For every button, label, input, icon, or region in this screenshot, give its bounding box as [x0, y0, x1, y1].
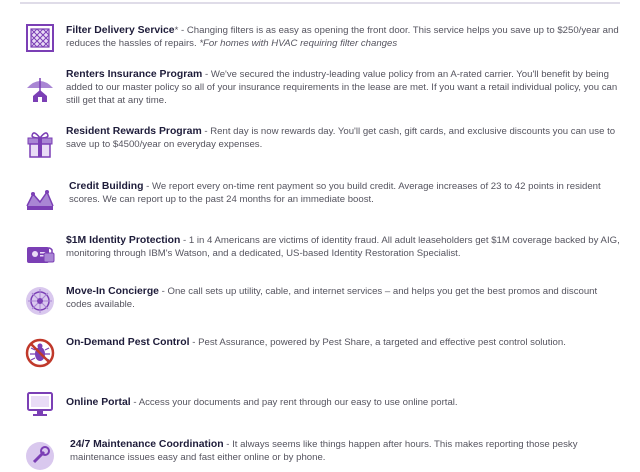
gift-icon [24, 127, 56, 159]
item-separator: * - [174, 25, 185, 36]
item-separator: - [202, 69, 209, 80]
item-title: Renters Insurance Program [66, 69, 203, 80]
maintenance-icon [24, 440, 56, 472]
item-description: We've secured the industry-leading value policy from an A-rated carrier. You'll benefit by being added to our master policy so all of your insurance requirements in the lease are met. If you want a retail individual policy, you can still get that at any time. [66, 69, 618, 106]
item-title: Credit Building [69, 181, 144, 192]
item-text [66, 68, 622, 107]
item-title: On-Demand Pest Control [66, 337, 190, 348]
item-separator: - [158, 286, 165, 297]
umbrella-house-icon [24, 72, 56, 104]
no-pest-icon [24, 337, 56, 369]
item-text [66, 285, 622, 311]
item-separator: - [201, 126, 208, 137]
item-separator: - [223, 439, 230, 450]
item-description: One call sets up utility, cable, and internet services – and helps you get the best promos and discount codes available. [66, 286, 598, 310]
item-title: Filter Delivery Service [66, 25, 175, 36]
item-title: $1M Identity Protection [66, 235, 181, 246]
filter-icon [24, 22, 56, 54]
monitor-icon [24, 388, 56, 420]
item-description: Pest Assurance, powered by Pest Share, a targeted and effective pest control solution. [198, 337, 566, 348]
credit-chart-icon [24, 184, 56, 216]
identity-lock-icon [24, 236, 56, 268]
item-text [70, 438, 626, 464]
item-description: 1 in 4 Americans are victims of identity fraud. All adult leaseholders get $1M coverage backed by AIG, monitoring through IBM's Watson, and a dedicated, US-based Identity Restoration Specialist. [66, 235, 620, 259]
item-separator: - [143, 181, 150, 192]
item-title: Move-In Concierge [66, 286, 159, 297]
item-text [66, 125, 622, 151]
item-title: Online Portal [66, 397, 131, 408]
item-text [69, 180, 625, 206]
item-separator: - [130, 397, 137, 408]
item-separator: - [180, 235, 187, 246]
item-description: Changing filters is as easy as opening the front door. This service helps you save up to $250/year and reduces the hassles of repairs. [66, 25, 619, 49]
item-title: Resident Rewards Program [66, 126, 202, 137]
item-separator: - [189, 337, 196, 348]
item-text [66, 24, 622, 50]
item-description: We report every on-time rent payment so you build credit. Average increases of 23 to 42 points in resident scores. We can report up to the past 24 months for an immediate boost. [69, 181, 601, 205]
item-text [66, 396, 622, 409]
item-description: Access your documents and pay rent through our easy to use online portal. [138, 397, 458, 408]
item-text [66, 234, 622, 260]
item-description: Rent day is now rewards day. You'll get cash, gift cards, and exclusive discounts you can use to save up to $4500/year on everyday expenses. [66, 126, 616, 150]
item-footnote: *For homes with HVAC requiring filter changes [199, 38, 398, 49]
concierge-icon [24, 285, 56, 317]
item-description: It always seems like things happen after hours. This makes reporting those pesky maintenance issues easy and fast either online or by phone. [70, 439, 578, 463]
item-text [66, 336, 622, 349]
item-title: 24/7 Maintenance Coordination [70, 439, 224, 450]
